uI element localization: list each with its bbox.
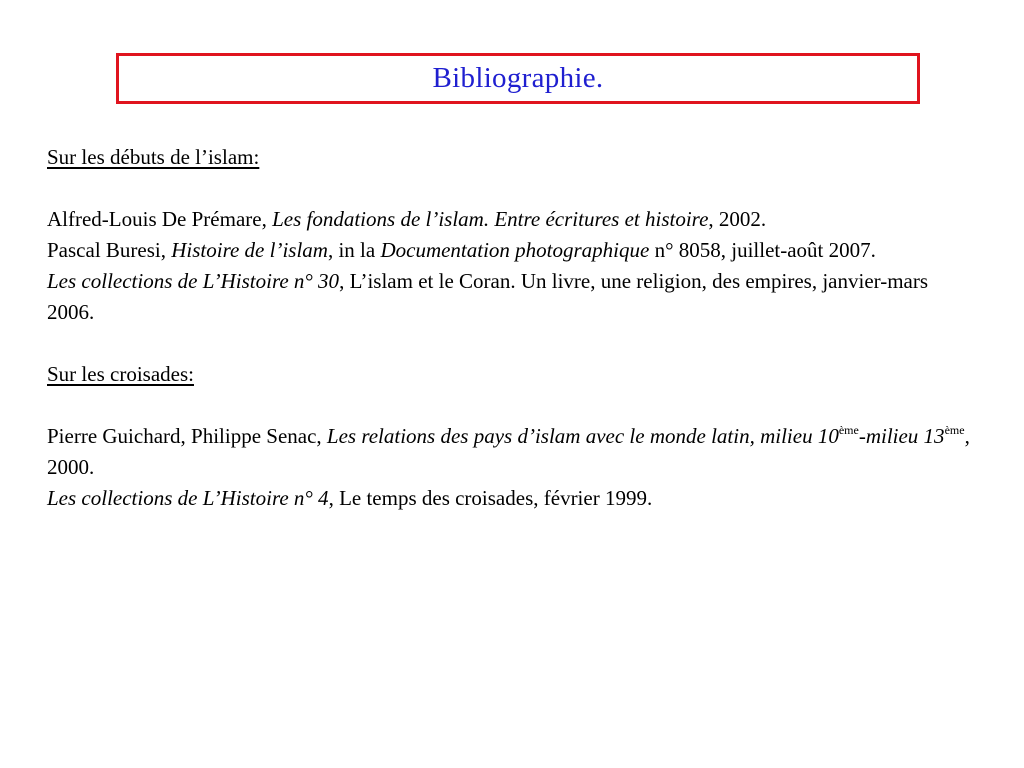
ref-work-title-part-b: -milieu 13: [858, 424, 945, 448]
ref-details: , 2000.: [47, 424, 970, 479]
ref-superscript: ème: [838, 423, 859, 437]
reference-collections-4: [47, 483, 977, 514]
ref-details: , Le temps des croisades, février 1999.: [328, 486, 653, 510]
ref-work-title: Les collections de L’Histoire n° 4: [47, 486, 329, 510]
ref-author: Pierre Guichard, Philippe Senac,: [47, 424, 327, 448]
reference-buresi: [47, 235, 977, 266]
ref-work-title: Histoire de l’islam: [171, 238, 328, 262]
spacer: [47, 390, 977, 421]
section-heading-islam: Sur les débuts de l’islam:: [47, 145, 260, 169]
ref-journal-title: Documentation photographique: [380, 238, 650, 262]
bibliography-content: [47, 142, 977, 514]
ref-connector: , in la: [327, 238, 381, 262]
ref-superscript: ème: [944, 423, 965, 437]
title-box: [116, 53, 920, 104]
reference-collections-30: [47, 266, 977, 328]
ref-author: Alfred-Louis De Prémare,: [47, 207, 273, 231]
ref-details: , L’islam et le Coran. Un livre, une religion, des empires, janvier-mars 2006.: [47, 269, 929, 324]
reference-de-premare: [47, 204, 977, 235]
ref-work-title: Les collections de L’Histoire n° 30: [47, 269, 340, 293]
ref-details: n° 8058, juillet-août 2007.: [649, 238, 876, 262]
spacer: [47, 328, 977, 359]
ref-details: , 2002.: [708, 207, 767, 231]
page-title: Bibliographie.: [432, 62, 604, 94]
ref-work-title-part-a: Les relations des pays d’islam avec le monde latin, milieu 10: [326, 424, 839, 448]
ref-author: Pascal Buresi,: [47, 238, 172, 262]
section-heading-crusades: Sur les croisades:: [47, 362, 194, 386]
reference-guichard-senac: [47, 421, 977, 483]
spacer: [47, 173, 977, 204]
ref-work-title: Les fondations de l’islam. Entre écritures et histoire: [272, 207, 709, 231]
